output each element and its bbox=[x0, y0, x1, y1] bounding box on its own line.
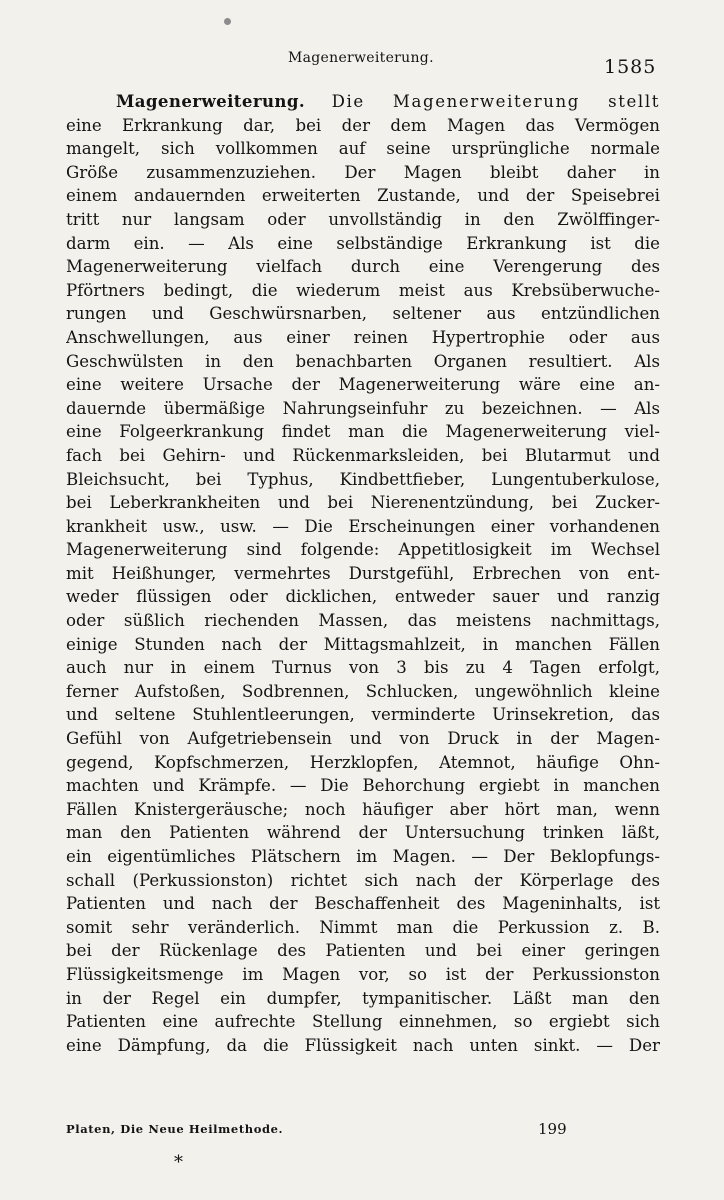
text-line: ein eigentümliches Plätschern im Magen. — Der Beklopfungs- bbox=[66, 847, 660, 866]
text-line: krankheit usw., usw. — Die Erscheinungen einer vorhandenen bbox=[66, 516, 660, 536]
text-line: bei der Rückenlage des Patienten und bei einer geringen bbox=[66, 941, 660, 961]
article-body bbox=[66, 90, 660, 1057]
text-line: weder flüssigen oder dicklichen, entweder sauer und ranzig bbox=[66, 587, 660, 607]
text-line: Geschwülsten in den benachbarten Organen resultiert. Als bbox=[66, 351, 660, 371]
entry-term: Magenerweiterung. bbox=[116, 91, 306, 111]
text-line bbox=[66, 90, 660, 114]
text-line: einem andauernden erweiterten Zustande, und der Speisebrei bbox=[66, 186, 660, 206]
text-line: man den Patienten während der Untersuchung trinken läßt, bbox=[66, 823, 660, 843]
entry-text: Die Magenerweiterung stellt bbox=[331, 92, 660, 111]
text-line: Pförtners bedingt, die wiederum meist aus Krebsüberwuche- bbox=[66, 280, 660, 300]
ink-speck bbox=[224, 18, 231, 25]
text-line: Magenerweiterung vielfach durch eine Verengerung des bbox=[66, 257, 660, 277]
text-line: fach bei Gehirn- und Rückenmarksleiden, bei Blutarmut und bbox=[66, 445, 660, 465]
text-line: Gefühl von Aufgetriebensein und von Druck in der Magen- bbox=[66, 729, 660, 749]
footer-source: Platen, Die Neue Heilmethode. bbox=[66, 1122, 284, 1136]
text-line: oder süßlich riechenden Massen, das meistens nachmittags, bbox=[66, 611, 660, 631]
text-line: darm ein. — Als eine selbständige Erkrankung ist die bbox=[66, 233, 660, 253]
text-line: auch nur in einem Turnus von 3 bis zu 4 Tagen erfolgt, bbox=[66, 658, 660, 678]
text-line: machten und Krämpfe. — Die Behorchung ergiebt in manchen bbox=[66, 776, 660, 796]
text-line: Patienten eine aufrechte Stellung einnehmen, so ergiebt sich bbox=[66, 1012, 660, 1032]
footer-asterisk: * bbox=[174, 1152, 183, 1173]
text-line: mit Heißhunger, vermehrtes Durstgefühl, Erbrechen von ent- bbox=[66, 563, 660, 583]
text-line: eine weitere Ursache der Magenerweiterung wäre eine an- bbox=[66, 375, 660, 395]
text-line: Patienten und nach der Beschaffenheit des Mageninhalts, ist bbox=[66, 894, 660, 914]
text-line: eine Folgeerkrankung findet man die Magenerweiterung viel- bbox=[66, 422, 660, 442]
text-line: einige Stunden nach der Mittagsmahlzeit, in manchen Fällen bbox=[66, 634, 660, 654]
text-line: somit sehr veränderlich. Nimmt man die Perkussion z. B. bbox=[66, 917, 660, 937]
text-line: mangelt, sich vollkommen auf seine ursprüngliche normale bbox=[66, 139, 660, 159]
signature-mark: 199 bbox=[538, 1120, 567, 1138]
text-line: in der Regel ein dumpfer, tympanitischer. Läßt man den bbox=[66, 988, 660, 1008]
text-line: rungen und Geschwürsnarben, seltener aus entzündlichen bbox=[66, 304, 660, 324]
text-line: gegend, Kopfschmerzen, Herzklopfen, Atemnot, häufige Ohn- bbox=[66, 752, 660, 772]
text-line: und seltene Stuhlentleerungen, verminderte Urinsekretion, das bbox=[66, 705, 660, 725]
text-line: Bleichsucht, bei Typhus, Kindbettfieber, Lungentuberkulose, bbox=[66, 469, 660, 489]
text-line: Flüssigkeitsmenge im Magen vor, so ist der Perkussionston bbox=[66, 964, 660, 984]
text-line: ferner Aufstoßen, Sodbrennen, Schlucken, ungewöhnlich kleine bbox=[66, 681, 660, 701]
text-line: tritt nur langsam oder unvollständig in den Zwölffinger- bbox=[66, 209, 660, 229]
text-line: Magenerweiterung sind folgende: Appetitlosigkeit im Wechsel bbox=[66, 540, 660, 560]
text-line: Fällen Knistergeräusche; noch häufiger aber hört man, wenn bbox=[66, 799, 660, 819]
running-head: Magenerweiterung. bbox=[288, 50, 434, 66]
text-line: bei Leberkrankheiten und bei Nierenentzündung, bei Zucker- bbox=[66, 493, 660, 513]
text-line: eine Erkrankung dar, bei der dem Magen das Vermögen bbox=[66, 115, 660, 135]
page-number: 1585 bbox=[604, 56, 657, 78]
text-line: Größe zusammenzuziehen. Der Magen bleibt daher in bbox=[66, 162, 660, 182]
text-line: schall (Perkussionston) richtet sich nach der Körperlage des bbox=[66, 870, 660, 890]
text-line: Anschwellungen, aus einer reinen Hypertrophie oder aus bbox=[66, 327, 660, 347]
text-line: dauernde übermäßige Nahrungseinfuhr zu bezeichnen. — Als bbox=[66, 398, 660, 418]
text-line: eine Dämpfung, da die Flüssigkeit nach unten sinkt. — Der bbox=[66, 1035, 660, 1055]
